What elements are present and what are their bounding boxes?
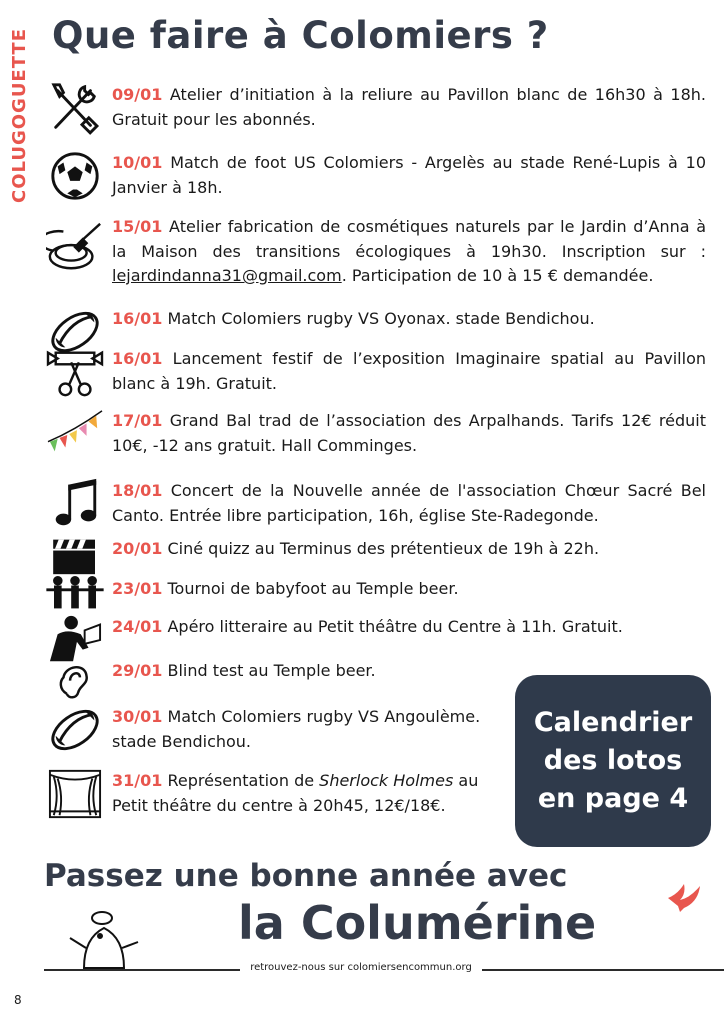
- event-text: [112, 476, 706, 528]
- event-item: [42, 80, 710, 136]
- event-description: Match Colomiers rugby VS Angoulème. stade Bendichou.: [112, 707, 481, 751]
- event-item: [42, 344, 710, 400]
- ear-icon: [42, 656, 108, 702]
- event-description: Match de foot US Colomiers - Argelès au stade René-Lupis à 10 Janvier à 18h.: [112, 153, 706, 197]
- event-description: Apéro litteraire au Petit théâtre du Centre à 11h. Gratuit.: [167, 617, 623, 636]
- event-description-end: . Participation de 10 à 15 € demandée.: [341, 266, 654, 285]
- loto-line-2: des lotos: [543, 745, 683, 776]
- event-text: [112, 212, 706, 289]
- event-date: 15/01: [112, 217, 163, 236]
- event-title-italic: Sherlock Holmes: [319, 771, 454, 790]
- event-item: [42, 406, 710, 462]
- event-date: 16/01: [112, 309, 163, 328]
- event-date: 17/01: [112, 411, 163, 430]
- footer-brand: la Columérine: [238, 896, 597, 950]
- dove-icon: [664, 874, 704, 914]
- event-item: [42, 476, 710, 532]
- event-date: 29/01: [112, 661, 163, 680]
- event-description: Atelier fabrication de cosmétiques naturels par le Jardin d’Anna à la Maison des transitions écologiques à 19h30. Inscription sur :: [112, 217, 706, 261]
- event-item: [42, 212, 710, 289]
- bunting-icon: [42, 406, 108, 462]
- loto-calendar-box: [515, 675, 711, 847]
- event-text: [112, 80, 706, 132]
- music-note-icon: [42, 476, 108, 532]
- event-description: Concert de la Nouvelle année de l'association Chœur Sacré Bel Canto. Entrée libre participation, 16h, église Ste-Radegonde.: [112, 481, 706, 525]
- event-text: [112, 148, 706, 200]
- event-text: [112, 612, 706, 640]
- event-date: 24/01: [112, 617, 163, 636]
- event-date: 23/01: [112, 579, 163, 598]
- event-description: Tournoi de babyfoot au Temple beer.: [167, 579, 459, 598]
- loto-line-1: Calendrier: [533, 707, 693, 738]
- event-item: [42, 534, 710, 578]
- rugby-ball-icon: [42, 702, 108, 758]
- email-link[interactable]: lejardindanna31@gmail.com: [112, 266, 342, 285]
- event-text: [112, 702, 492, 754]
- event-date: 10/01: [112, 153, 163, 172]
- tools-icon: [42, 80, 108, 136]
- event-text: [112, 406, 706, 458]
- clapperboard-icon: [42, 534, 108, 578]
- event-date: 20/01: [112, 539, 163, 558]
- event-date: 09/01: [112, 85, 163, 104]
- event-date: 31/01: [112, 771, 163, 790]
- event-item: [42, 148, 710, 204]
- event-text: [112, 574, 706, 602]
- event-text: [112, 534, 706, 562]
- event-description: Ciné quizz au Terminus des prétentieux de 19h à 22h.: [167, 539, 600, 558]
- footer-url[interactable]: retrouvez-nous sur colomiersencommun.org: [250, 962, 472, 973]
- mascot-icon: [64, 908, 144, 970]
- side-label-text: COLUGOGUETTE: [8, 28, 30, 203]
- event-description: Blind test au Temple beer.: [167, 661, 376, 680]
- ribbon-scissors-icon: [42, 344, 108, 400]
- loto-line-3: en page 4: [537, 783, 689, 814]
- page-title: Que faire à Colomiers ?: [52, 14, 549, 57]
- footer-greeting: Passez une bonne année avec: [44, 858, 568, 894]
- soccer-ball-icon: [42, 148, 108, 204]
- event-date: 30/01: [112, 707, 163, 726]
- event-description: Lancement festif de l’exposition Imaginaire spatial au Pavillon blanc à 19h. Gratuit.: [112, 349, 706, 393]
- makeup-powder-icon: [42, 212, 108, 282]
- theater-curtain-icon: [42, 766, 108, 822]
- page-number: 8: [14, 993, 22, 1007]
- event-description-end: au Petit théâtre du centre à 20h45, 12€/18€.: [112, 771, 479, 815]
- event-text: [112, 344, 706, 396]
- side-label: [4, 28, 34, 203]
- event-description: Atelier d’initiation à la reliure au Pavillon blanc de 16h30 à 18h. Gratuit pour les abonnés.: [112, 85, 707, 129]
- event-date: 18/01: [112, 481, 163, 500]
- event-date: 16/01: [112, 349, 163, 368]
- event-text: [112, 766, 492, 818]
- event-description: Grand Bal trad de l’association des Arpalhands. Tarifs 12€ réduit 10€, -12 ans gratuit. Hall Comminges.: [112, 411, 706, 455]
- event-text: [112, 304, 706, 332]
- event-description: Représentation de: [167, 771, 320, 790]
- event-description: Match Colomiers rugby VS Oyonax. stade Bendichou.: [167, 309, 595, 328]
